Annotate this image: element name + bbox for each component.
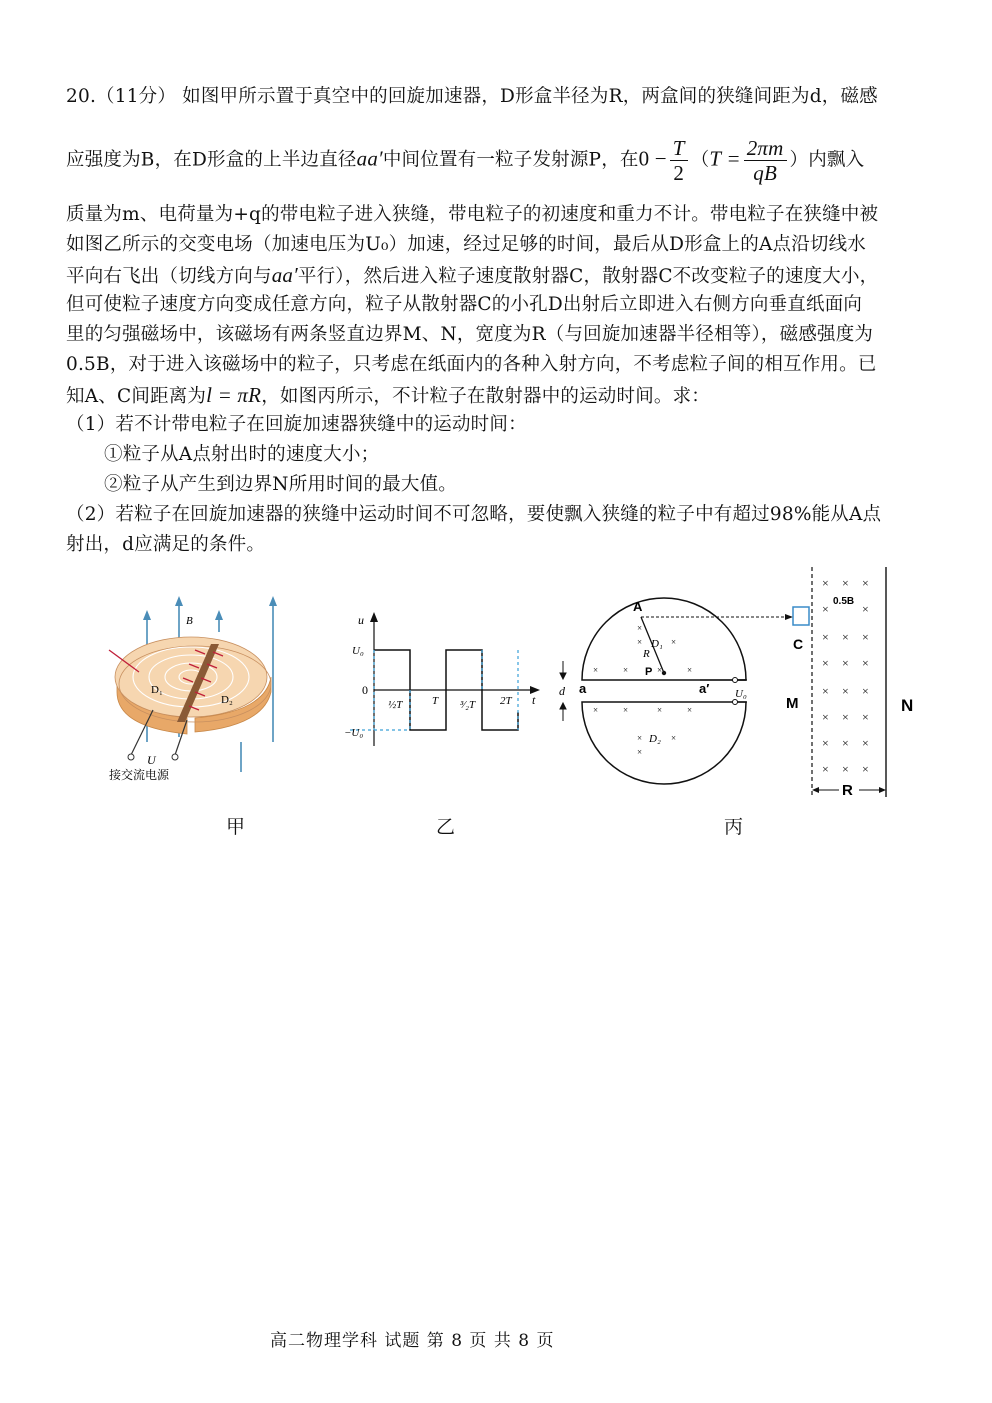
problem-line-2a: 应强度为B，在D形盒的上半边直径 bbox=[66, 149, 357, 171]
question-2a: （2）若粒子在回旋加速器的狭缝中运动时间不可忽略，要使飘入狭缝的粒子中有超过98%能从A点 bbox=[66, 504, 882, 525]
cross: × bbox=[637, 623, 643, 633]
tick-half-T: ½T bbox=[388, 699, 403, 711]
problem-line-6: 但可使粒子速度方向变成任意方向，粒子从散射器C的小孔D出射后立即进入右侧方向垂直纸面向 bbox=[66, 294, 863, 315]
caption-jia: 甲 bbox=[226, 816, 246, 838]
symbol-aa-prime: aa′ bbox=[356, 146, 383, 171]
question-1a: ①粒子从A点射出时的速度大小； bbox=[104, 444, 380, 465]
question-1: （1）若不计带电粒子在回旋加速器狭缝中的运动时间： bbox=[66, 414, 527, 435]
cross: × bbox=[657, 705, 663, 715]
equation-l-pi-R: l = πR bbox=[206, 383, 262, 407]
cross: × bbox=[862, 684, 869, 698]
cross: × bbox=[862, 576, 869, 590]
cross: × bbox=[862, 630, 869, 644]
problem-line-1: 20.（11分） 如图甲所示置于真空中的回旋加速器，D形盒半径为R，两盒间的狭缝间距为d，磁感 bbox=[66, 86, 878, 107]
symbol-aa-prime: aa′ bbox=[271, 263, 298, 287]
cross: × bbox=[687, 705, 693, 715]
problem-line-8: 0.5B，对于进入该磁场中的粒子，只考虑在纸面内的各种入射方向，不考虑粒子间的相互作用。已 bbox=[66, 354, 877, 375]
frac-num: T bbox=[670, 136, 688, 161]
question-2b: 射出，d应满足的条件。 bbox=[66, 534, 266, 555]
label-D1: D₁ bbox=[151, 684, 163, 696]
axis-t-label: t bbox=[532, 693, 536, 707]
d-shape-crosses bbox=[593, 623, 692, 757]
cross: × bbox=[842, 576, 849, 590]
cross: × bbox=[623, 705, 629, 715]
label-D2: D₂ bbox=[221, 694, 233, 706]
cross: × bbox=[671, 733, 677, 743]
page-footer: 高二物理学科 试题 第 8 页 共 8 页 bbox=[270, 1331, 555, 1351]
T-equals: T = bbox=[709, 146, 741, 171]
cross: × bbox=[862, 602, 869, 616]
axis-u-label: u bbox=[358, 613, 364, 627]
cross: × bbox=[842, 710, 849, 724]
label-U0: U₀ bbox=[735, 688, 747, 700]
tick-T: T bbox=[432, 695, 439, 707]
caption-yi: 乙 bbox=[436, 816, 456, 838]
problem-line-7: 里的匀强磁场中，该磁场有两条竖直边界M、N，宽度为R（与回旋加速器半径相等），磁感强度为 bbox=[66, 324, 874, 345]
fraction-T-over-2 bbox=[670, 136, 688, 185]
figure-bing-setup bbox=[555, 565, 925, 805]
tick-2T: 2T bbox=[500, 695, 512, 707]
label-U0: U₀ bbox=[352, 645, 364, 657]
label-a-prime: a′ bbox=[699, 681, 710, 696]
figure-yi-voltage-graph bbox=[340, 612, 540, 752]
origin-label: 0 bbox=[362, 683, 368, 697]
problem-line-5a: 平向右飞出（切线方向与 bbox=[66, 266, 272, 287]
figure-jia-cyclotron bbox=[95, 592, 325, 792]
cross: × bbox=[822, 736, 829, 750]
cross: × bbox=[822, 762, 829, 776]
problem-line-2b: 中间位置有一粒子发射源P，在 bbox=[382, 149, 639, 171]
problem-line-2 bbox=[66, 136, 930, 185]
cross: × bbox=[842, 684, 849, 698]
cross: × bbox=[862, 762, 869, 776]
label-R-width: R bbox=[842, 782, 853, 799]
cross: × bbox=[822, 710, 829, 724]
cross: × bbox=[842, 656, 849, 670]
cross: × bbox=[862, 656, 869, 670]
frac-den: 2 bbox=[673, 161, 685, 185]
label-d: d bbox=[559, 684, 565, 698]
cross: × bbox=[822, 684, 829, 698]
fraction-period bbox=[744, 136, 787, 185]
problem-line-2c: ）内飘入 bbox=[789, 149, 865, 171]
cross: × bbox=[822, 576, 829, 590]
label-a: a bbox=[579, 681, 587, 696]
frac-num: 2πm bbox=[744, 136, 787, 161]
cross: × bbox=[623, 665, 629, 675]
frac-den: qB bbox=[753, 161, 777, 185]
label-N: N bbox=[901, 696, 914, 715]
problem-line-9 bbox=[66, 380, 930, 412]
problem-line-5 bbox=[66, 260, 930, 292]
cross: × bbox=[822, 656, 829, 670]
label-negU0: −U₀ bbox=[344, 727, 364, 739]
label-D2: D₂ bbox=[649, 733, 661, 745]
cross: × bbox=[671, 637, 677, 647]
cross: × bbox=[822, 602, 829, 616]
caption-bing: 丙 bbox=[724, 816, 744, 838]
cross: × bbox=[657, 665, 663, 675]
cross: × bbox=[822, 630, 829, 644]
problem-line-5b: 平行），然后进入粒子速度散射器C，散射器C不改变粒子的速度大小， bbox=[297, 266, 879, 287]
label-U: U bbox=[147, 753, 156, 767]
question-1b: ②粒子从产生到边界N所用时间的最大值。 bbox=[104, 474, 457, 495]
label-D1: D₁ bbox=[651, 638, 663, 650]
cross: × bbox=[842, 736, 849, 750]
cross: × bbox=[862, 736, 869, 750]
label-R-radius: R bbox=[643, 648, 650, 660]
cross: × bbox=[637, 747, 643, 757]
label-M: M bbox=[786, 695, 799, 712]
cross: × bbox=[862, 710, 869, 724]
cross: × bbox=[842, 630, 849, 644]
label-B: B bbox=[186, 615, 193, 627]
problem-line-3: 质量为m、电荷量为+q的带电粒子进入狭缝，带电粒子的初速度和重力不计。带电粒子在狭缝中被 bbox=[66, 204, 879, 225]
paren-open: （ bbox=[690, 149, 710, 171]
problem-line-4: 如图乙所示的交变电场（加速电压为U₀）加速，经过足够的时间，最后从D形盒上的A点沿切线水 bbox=[66, 234, 867, 255]
cross: × bbox=[593, 665, 599, 675]
range-start: 0 − bbox=[638, 146, 667, 171]
label-ac-source: 接交流电源 bbox=[109, 768, 170, 782]
label-C: C bbox=[793, 636, 804, 652]
tick-3half-T: ³⁄₂T bbox=[460, 699, 476, 711]
label-P: P bbox=[645, 666, 653, 678]
problem-line-9b: ，如图丙所示，不计粒子在散射器中的运动时间。求： bbox=[261, 386, 710, 407]
cross: × bbox=[687, 665, 693, 675]
problem-line-9a: 知A、C间距离为 bbox=[66, 386, 207, 407]
cross: × bbox=[637, 637, 643, 647]
label-field-strength: 0.5B bbox=[833, 596, 855, 607]
cross: × bbox=[593, 705, 599, 715]
label-A: A bbox=[633, 599, 643, 614]
cross: × bbox=[637, 733, 643, 743]
cross: × bbox=[842, 762, 849, 776]
